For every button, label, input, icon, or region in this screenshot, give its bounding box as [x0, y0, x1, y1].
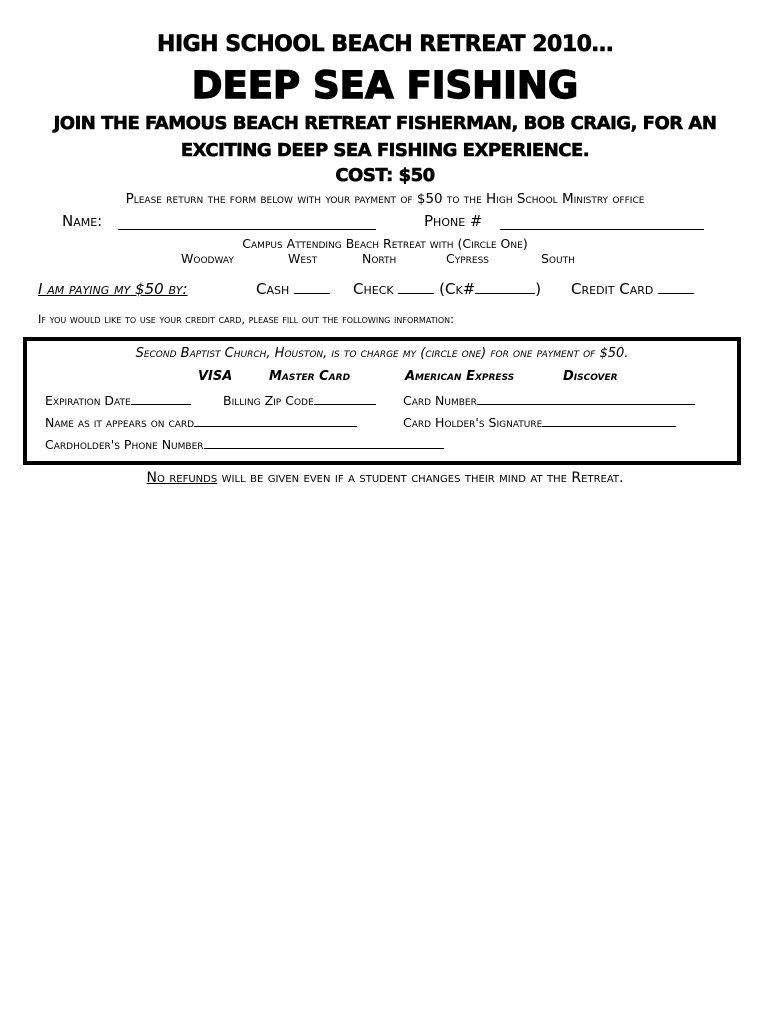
cash-label: Cash [256, 280, 290, 298]
card-option-discover[interactable]: Discover [563, 369, 618, 384]
expiration-date-label: Expiration Date [45, 393, 131, 408]
check-number-prefix: (Ck# [439, 280, 476, 298]
card-number-field[interactable] [477, 391, 695, 405]
billing-zip-row [223, 391, 376, 408]
campus-option-woodway[interactable]: Woodway [181, 251, 234, 266]
card-number-label: Card Number [403, 393, 477, 408]
name-on-card-field[interactable] [194, 413, 357, 427]
card-option-master-card[interactable]: Master Card [269, 369, 351, 384]
payment-option-credit-card[interactable] [571, 280, 694, 298]
signature-field[interactable] [542, 413, 676, 427]
cardholder-phone-field[interactable] [204, 435, 444, 449]
cardholder-phone-label: Cardholder's Phone Number [45, 437, 204, 452]
credit-card-box [23, 337, 741, 465]
return-instructions: Please return the form below with your payment of $50 to the High School Ministry office [125, 191, 645, 207]
name-label: Name: [62, 212, 103, 230]
name-on-card-label: Name as it appears on card [45, 415, 195, 430]
signature-label: Card Holder's Signature [403, 415, 543, 430]
cash-blank[interactable] [294, 280, 330, 294]
name-on-card-row [45, 413, 357, 430]
cost-line: COST: $50 [335, 165, 435, 186]
expiration-date-field[interactable] [131, 391, 191, 405]
campus-option-cypress[interactable]: Cypress [446, 251, 490, 266]
phone-field[interactable] [500, 214, 704, 230]
credit-card-blank[interactable] [658, 280, 694, 294]
card-number-row [403, 391, 695, 408]
check-blank[interactable] [398, 280, 434, 294]
charge-authorization: Second Baptist Church, Houston, is to charge my (circle one) for one payment of $50. [135, 346, 629, 361]
check-label: Check [353, 280, 394, 298]
billing-zip-field[interactable] [314, 391, 376, 405]
subtitle-line-1: JOIN THE FAMOUS BEACH RETREAT FISHERMAN, BOB CRAIG, FOR AN [53, 113, 717, 134]
card-option-american-express[interactable]: American Express [405, 369, 515, 384]
name-field[interactable] [118, 214, 376, 230]
refund-text: will be given even if a student changes their mind at the Retreat. [217, 470, 624, 486]
subtitle-line-2: EXCITING DEEP SEA FISHING EXPERIENCE. [180, 140, 590, 161]
check-number-field[interactable] [475, 280, 535, 294]
payment-option-check[interactable] [353, 280, 541, 298]
refund-emphasis: No refunds [146, 470, 218, 486]
refund-policy [0, 470, 770, 486]
billing-zip-label: Billing Zip Code [223, 393, 314, 408]
payment-method-label: I am paying my $50 by: [38, 280, 188, 298]
headline: DEEP SEA FISHING [191, 64, 579, 107]
credit-card-note: If you would like to use your credit card, please fill out the following information: [38, 312, 454, 326]
campus-option-south[interactable]: South [541, 251, 575, 266]
event-title: HIGH SCHOOL BEACH RETREAT 2010… [157, 32, 613, 57]
cardholder-phone-row [45, 435, 444, 452]
expiration-date-row [45, 391, 191, 408]
credit-card-label: Credit Card [571, 280, 654, 298]
phone-label: Phone # [424, 212, 483, 230]
card-option-visa[interactable]: VISA [198, 369, 233, 384]
campus-option-north[interactable]: North [362, 251, 397, 266]
campus-option-west[interactable]: West [288, 251, 318, 266]
signature-row [403, 413, 676, 430]
campus-heading: Campus Attending Beach Retreat with (Circle One) [242, 236, 528, 251]
payment-option-cash[interactable] [256, 280, 330, 298]
check-number-suffix: ) [535, 280, 542, 298]
